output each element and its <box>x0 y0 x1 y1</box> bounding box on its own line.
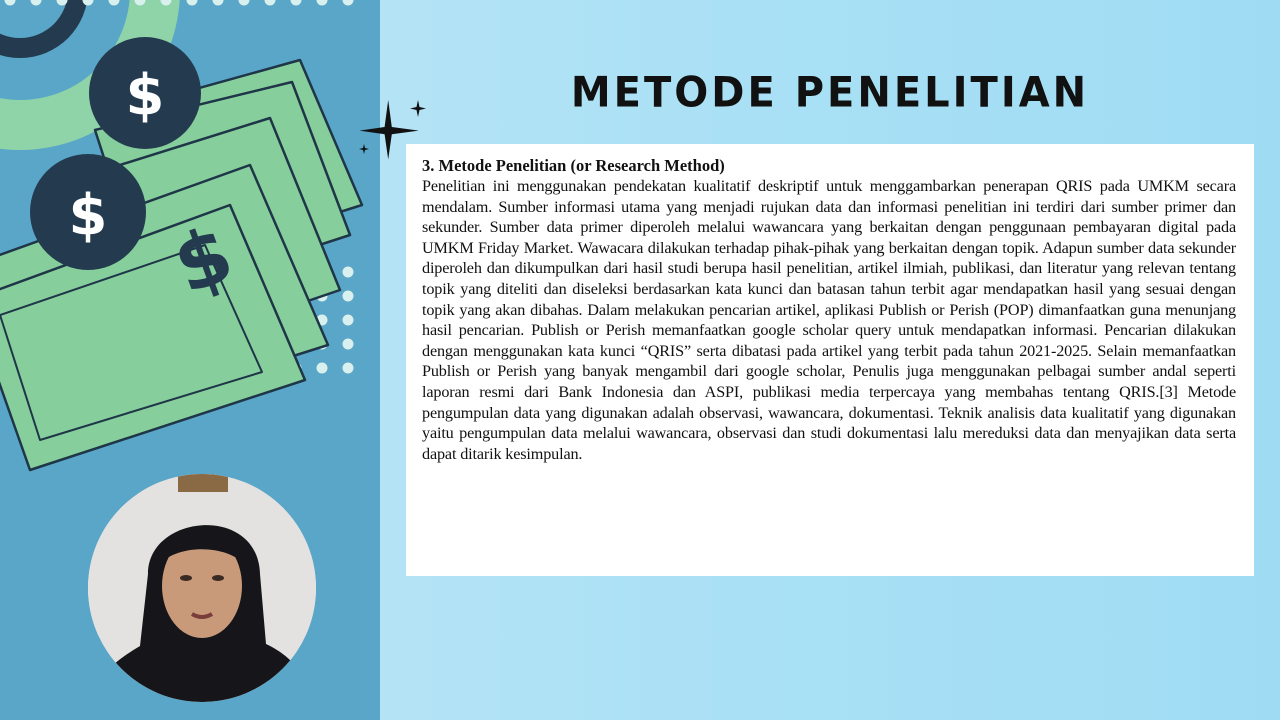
dollar-coin-icon <box>89 37 201 149</box>
section-heading: 3. Metode Penelitian (or Research Method) <box>422 156 725 175</box>
section-body-text: Penelitian ini menggunakan pendekatan kualitatif deskriptif untuk menggambarkan penerapan QRIS pada UMKM secara mendalam. Sumber informasi utama yang menjadi rujukan data dan informasi penelitian ini terdiri dari sumber primer dan sekunder. Sumber data primer diperoleh melalui wawancara yang berkaitan dengan penggunaan pembayaran digital pada UMKM Friday Market. Wawacara dilakukan terhadap pihak-pihak yang berkaitan dengan topik. Adapun sumber data sekunder diperoleh dan dikumpulkan dari hasil studi berupa hasil penelitian, artikel ilmiah, publikasi, dan literatur yang relevan tentang topik yang diteliti dan diseleksi berdasarkan kata kunci dan batasan tahun terbit agar mendapatkan hasil yang sesuai dengan topik yang akan dibahas. Dalam melakukan pencarian artikel, aplikasi Publish or Perish (POP) dimanfaatkan guna menunjang hasil pencarian. Publish or Perish memanfaatkan google scholar query untuk mendapatkan informasi. Pencarian dilakukan dengan menggunakan kata kunci “QRIS” serta dibatasi pada artikel yang terbit pada tahun 2021-2025. Selain memanfaatkan Publish or Perish yang banyak mengambil dari google scholar, Penulis juga menggunakan pelbagai sumber andal seperti laporan resmi dari Bank Indonesia dan ASPI, publikasi media terpercaya yang membahas tentang QRIS.[3] Metode pengumpulan data yang digunakan adalah observasi, wawancara, dokumentasi. Teknik analisis data kualitatif yang digunakan yaitu pengumpulan data melalui wawancara, observasi dan studi dokumentasi lalu mereduksi data dan menyajikan data serta dapat ditarik kesimpulan. <box>422 177 1236 463</box>
dollar-sign-icon: $ <box>162 209 245 313</box>
svg-text:$: $ <box>68 183 108 248</box>
document-excerpt <box>406 144 1254 576</box>
svg-text:$: $ <box>125 63 165 128</box>
dollar-coin-icon <box>30 154 146 270</box>
webcam-presenter-video <box>88 474 316 702</box>
presenter-avatar <box>88 474 316 702</box>
slide-title: METODE PENELITIAN <box>570 68 1090 118</box>
